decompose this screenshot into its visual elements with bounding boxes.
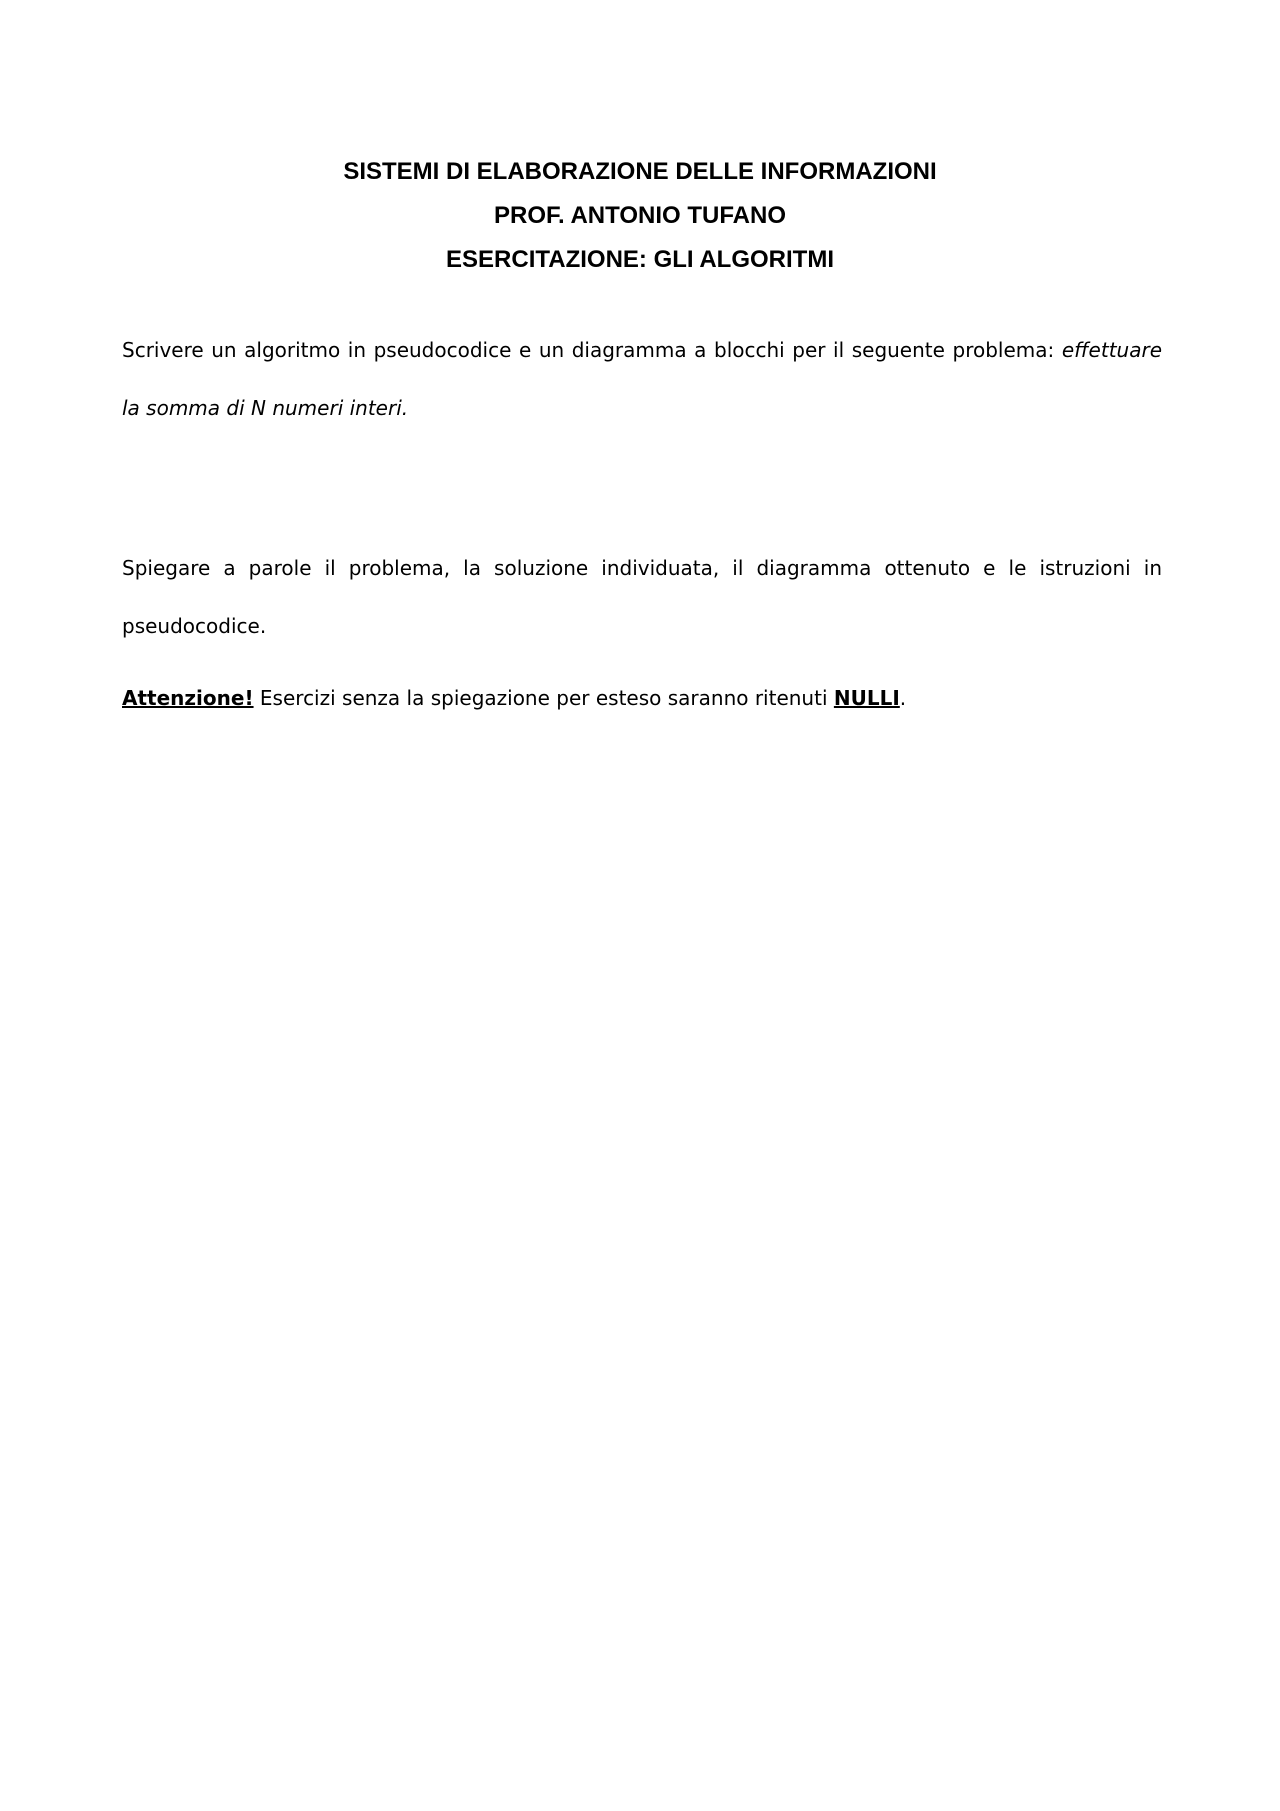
task-problem: effettuare la somma di N numeri interi. — [122, 338, 1162, 420]
warning-paragraph — [122, 678, 1162, 718]
course-title: SISTEMI DI ELABORAZIONE DELLE INFORMAZIONI — [343, 158, 937, 185]
warning-label: Attenzione! — [122, 686, 254, 710]
warning-end: . — [899, 686, 907, 710]
explain-paragraph — [122, 539, 1162, 655]
warning-text: Esercizi senza la spiegazione per esteso saranno ritenuti — [253, 686, 834, 710]
explain-text: Spiegare a parole il problema, la soluzione individuata, il diagramma ottenuto e le istruzioni in pseudocodice. — [122, 556, 1162, 638]
exercise-title: ESERCITAZIONE: GLI ALGORITMI — [446, 246, 834, 273]
document-header — [0, 150, 1280, 282]
professor-name: PROF. ANTONIO TUFANO — [493, 202, 786, 229]
task-paragraph — [122, 321, 1162, 437]
warning-emphasis: NULLI — [833, 686, 900, 710]
task-text: Scrivere un algoritmo in pseudocodice e un diagramma a blocchi per il seguente problema: — [122, 338, 1062, 362]
